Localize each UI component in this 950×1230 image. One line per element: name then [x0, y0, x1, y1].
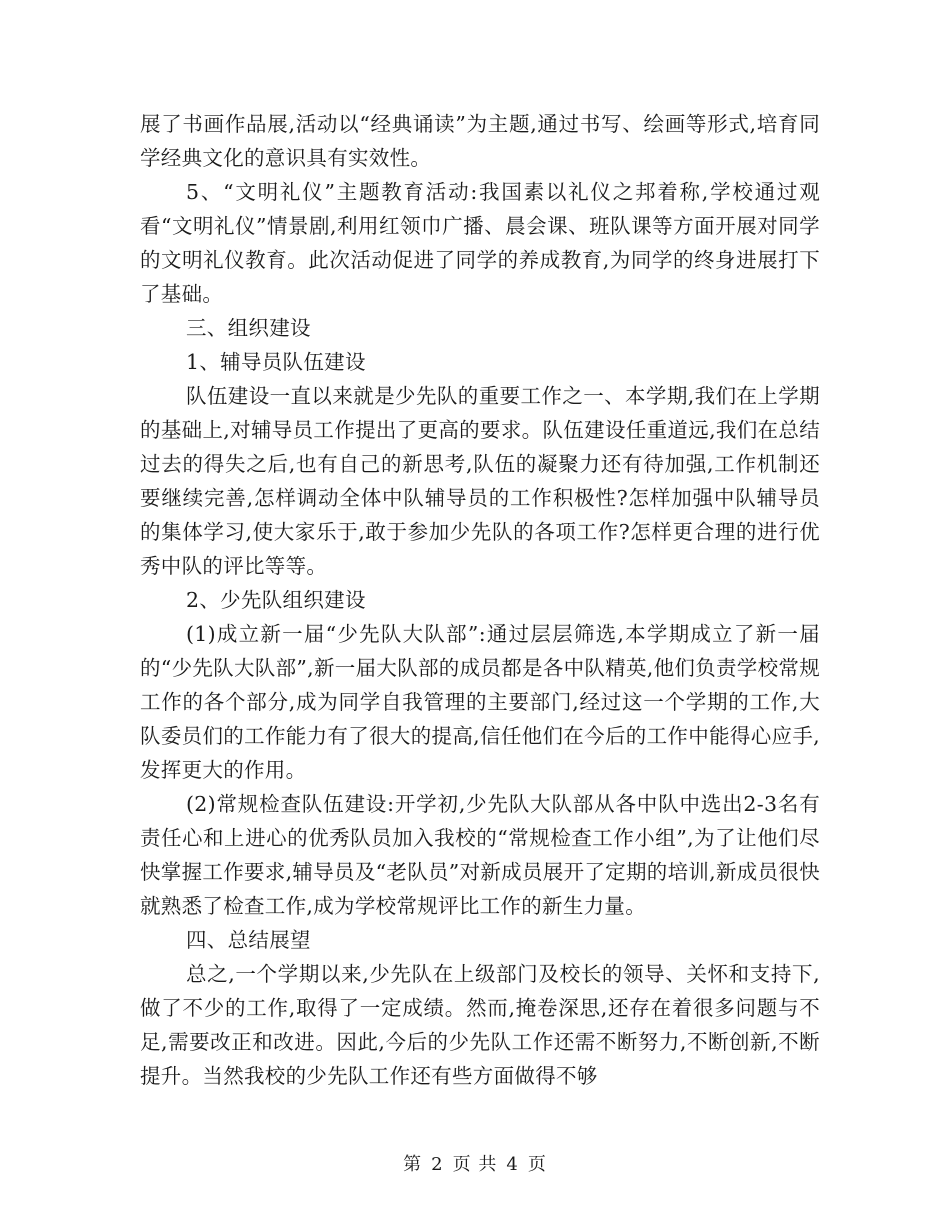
page-footer — [0, 1150, 950, 1176]
section-heading-organization: 三、组织建设 — [186, 316, 311, 340]
footer-page-number: 2 — [431, 1154, 444, 1175]
subheading-counselor-team: 1、辅导员队伍建设 — [186, 350, 366, 374]
document-body — [140, 107, 820, 1093]
subheading-pioneer-organization: 2、少先队组织建设 — [186, 588, 366, 612]
paragraph-1: 展了书画作品展,活动以“经典诵读”为主题,通过书写、绘画等形式,培育同学经典文化的意识具有实效性。 — [140, 112, 820, 170]
paragraph-2: 5、“文明礼仪”主题教育活动:我国素以礼仪之邦着称,学校通过观看“文明礼仪”情景剧,利用红领巾广播、晨会课、班队课等方面开展对同学的文明礼仪教育。此次活动促进了同学的养成教育,为同学的终身进展打下了基础。 — [140, 180, 820, 306]
paragraph-counselor-team: 队伍建设一直以来就是少先队的重要工作之一、本学期,我们在上学期的基础上,对辅导员工作提出了更高的要求。队伍建设任重道远,我们在总结过去的得失之后,也有自己的新思考,队伍的凝聚力还有待加强,工作机制还要继续完善,怎样调动全体中队辅导员的工作积极性?怎样加强中队辅导员的集体学习,使大家乐于,敢于参加少先队的各项工作?怎样更合理的进行优秀中队的评比等等。 — [140, 384, 820, 578]
paragraph-brigade-department: (1)成立新一届“少先队大队部”:通过层层筛选,本学期成立了新一届的“少先队大队部”,新一届大队部的成员都是各中队精英,他们负责学校常规工作的各个部分,成为同学自我管理的主要部门,经过这一个学期的工作,大队委员们的工作能力有了很大的提高,信任他们在今后的工作中能得心应手,发挥更大的作用。 — [140, 622, 820, 782]
paragraph-inspection-team: (2)常规检查队伍建设:开学初,少先队大队部从各中队中选出2-3名有责任心和上进心的优秀队员加入我校的“常规检查工作小组”,为了让他们尽快掌握工作要求,辅导员及“老队员”对新成员展开了定期的培训,新成员很快就熟悉了检查工作,成为学校常规评比工作的新生力量。 — [140, 792, 820, 918]
footer-suffix: 页 — [527, 1154, 547, 1175]
footer-middle: 页 共 — [452, 1154, 498, 1175]
footer-total-pages: 4 — [506, 1154, 519, 1175]
paragraph-summary: 总之,一个学期以来,少先队在上级部门及校长的领导、关怀和支持下,做了不少的工作,取得了一定成绩。然而,掩卷深思,还存在着很多问题与不足,需要改正和改进。因此,今后的少先队工作还需不断努力,不断创新,不断提升。当然我校的少先队工作还有些方面做得不够 — [140, 962, 820, 1088]
footer-prefix: 第 — [403, 1154, 423, 1175]
section-heading-summary: 四、总结展望 — [186, 928, 311, 952]
